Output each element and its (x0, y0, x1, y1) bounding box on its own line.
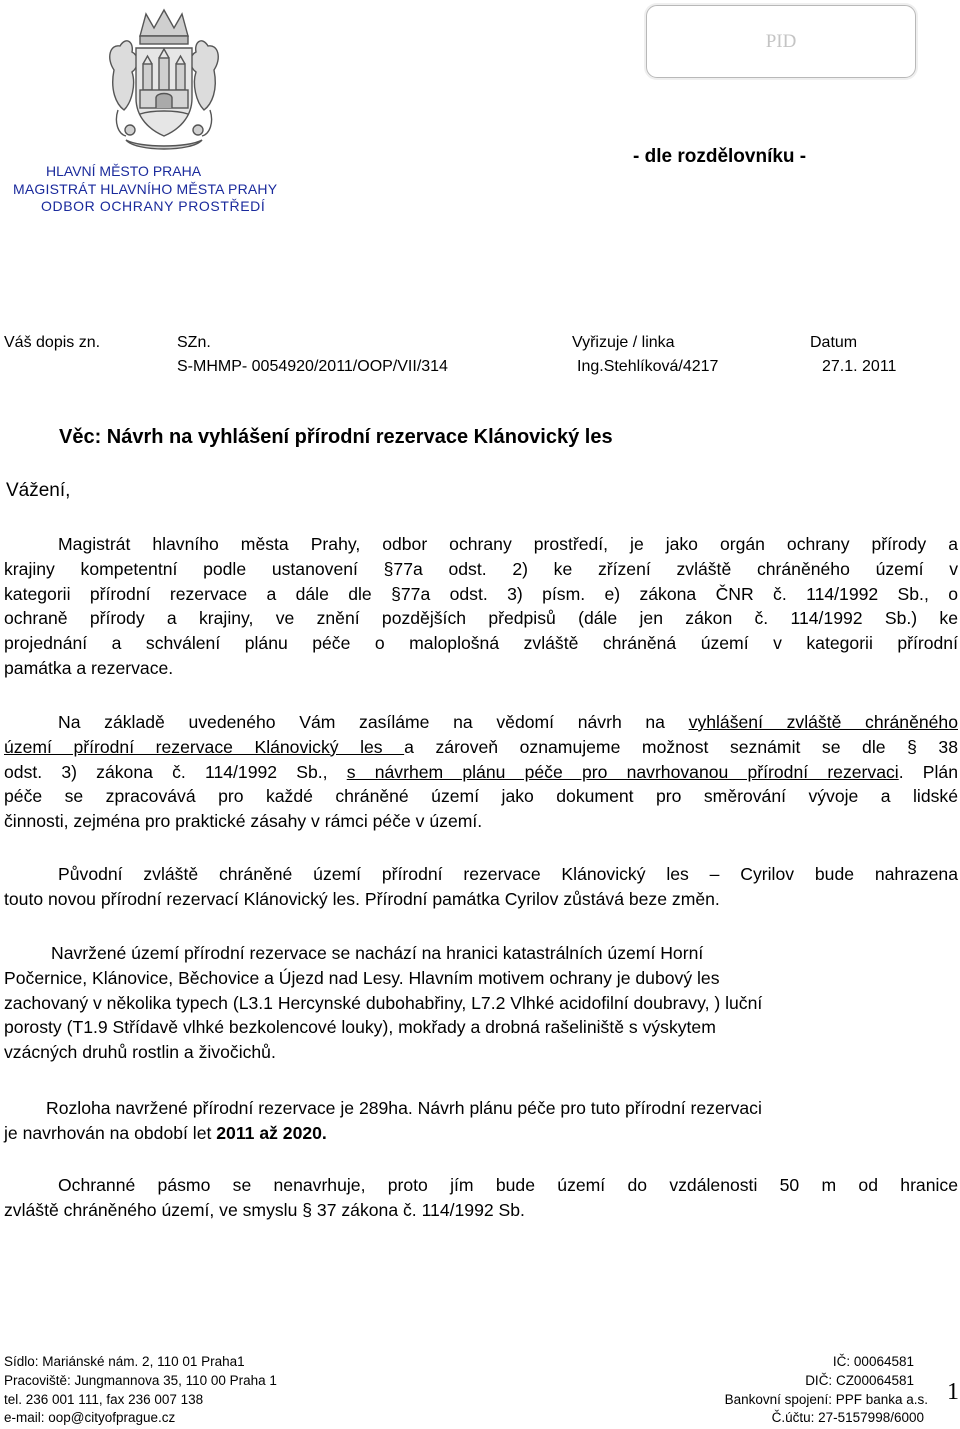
date-value: 27.1. 2011 (822, 358, 897, 375)
paragraph-6-line: zvláště chráněného území, ve smyslu § 37 zákona č. 114/1992 Sb. (4, 1199, 525, 1220)
care-plan-link-text: s návrhem plánu péče pro navrhovanou přírodní rezervaci (346, 761, 899, 782)
org-city-name: HLAVNÍ MĚSTO PRAHA (46, 163, 202, 179)
paragraph-2 (4, 710, 958, 834)
paragraph-2-text: Na základě uvedeného Vám zasíláme na vědomí návrh na (58, 712, 689, 732)
paragraph-5-line (4, 1121, 958, 1146)
paragraph-2-line (4, 735, 958, 760)
paragraph-2-text: a zároveň oznamujeme možnost seznámit se dle § 38 (404, 736, 958, 757)
paragraph-4-line: Počernice, Klánovice, Běchovice a Újezd nad Lesy. Hlavním motivem ochrany je dubový les (4, 967, 720, 988)
paragraph-1-line: Magistrát hlavního města Prahy, odbor ochrany prostředí, je jako orgán ochrany přírody a (58, 534, 958, 554)
handled-by-value: Ing.Stehlíková/4217 (577, 358, 719, 375)
paragraph-2-text: . Plán (898, 761, 958, 782)
plan-period: 2011 až 2020. (216, 1122, 327, 1143)
org-magistrate-name: MAGISTRÁT HLAVNÍHO MĚSTA PRAHY (13, 181, 278, 197)
paragraph-2-line: péče se zpracovává pro každé chráněné území jako dokument pro směrování vývoje a lidské (4, 786, 958, 807)
date-label: Datum (810, 334, 858, 351)
org-department-name: ODBOR OCHRANY PROSTŘEDÍ (41, 198, 266, 214)
paragraph-1-line: kategorii přírodní rezervace a dále dle §77a odst. 3) písm. e) zákona ČNR č. 114/1992 Sb., o (4, 583, 958, 604)
paragraph-3 (4, 862, 958, 912)
prague-coat-of-arms-icon (96, 6, 232, 156)
paragraph-6-line: Ochranné pásmo se nenavrhuje, proto jím bude území do vzdálenosti 50 m od hranice (58, 1175, 958, 1195)
paragraph-5 (4, 1096, 958, 1146)
paragraph-4-line: porosty (T1.9 Střídavě vlhké bezkolencové louky), mokřady a drobná rašeliniště s výskytem (4, 1017, 716, 1038)
paragraph-4 (4, 941, 904, 1065)
distribution-note: - dle rozdělovníku - (633, 146, 807, 167)
footer-ic: IČ: 00064581 (832, 1354, 914, 1369)
paragraph-6 (4, 1173, 958, 1223)
footer-phone: tel. 236 001 111, fax 236 007 138 (4, 1392, 204, 1407)
paragraph-2-line: činnosti, zejména pro praktické zásahy v rámci péče v území. (4, 811, 483, 832)
footer-office: Pracoviště: Jungmannova 35, 110 00 Praha 1 (4, 1373, 277, 1388)
paragraph-4-line: zachovaný v několika typech (L3.1 Hercynské dubohabřiny, L7.2 Vlhké acidofilní doubravy, ) luční (4, 992, 763, 1013)
footer-dic: DIČ: CZ00064581 (805, 1373, 914, 1388)
paragraph-4-line: vzácných druhů rostlin a živočichů. (4, 1042, 276, 1063)
paragraph-3-line: Původní zvláště chráněné území přírodní rezervace Klánovický les – Cyrilov bude nahrazena (58, 864, 958, 884)
pid-stamp-box (646, 5, 916, 78)
footer-seat: Sídlo: Mariánské nám. 2, 110 01 Praha1 (4, 1354, 245, 1369)
paragraph-5-line: Rozloha navržené přírodní rezervace je 289ha. Návrh plánu péče pro tuto přírodní rezervaci (46, 1098, 762, 1118)
footer-bank: Bankovní spojení: PPF banka a.s. (724, 1392, 928, 1407)
paragraph-1 (4, 532, 958, 681)
paragraph-1-line: krajiny kompetentní podle ustanovení §77a odst. 2) ke zřízení zvláště chráněného území v (4, 558, 958, 579)
your-letter-label: Váš dopis zn. (4, 334, 101, 351)
letter-subject: Věc: Návrh na vyhlášení přírodní rezervace Klánovický les (59, 426, 613, 448)
pid-label: PID (765, 31, 797, 52)
szn-label: SZn. (177, 334, 211, 351)
footer-email[interactable]: e-mail: oop@cityofprague.cz (4, 1410, 176, 1425)
szn-value: S-MHMP- 0054920/2011/OOP/VII/314 (177, 358, 448, 375)
footer-account: Č.účtu: 27-5157998/6000 (771, 1410, 924, 1425)
paragraph-3-line: touto novou přírodní rezervací Klánovický les. Přírodní památka Cyrilov zůstává beze změn. (4, 888, 720, 909)
paragraph-2-text: odst. 3) zákona č. 114/1992 Sb., (4, 761, 347, 782)
paragraph-5-text: je navrhován na období let (4, 1122, 217, 1143)
proposal-link-text: vyhlášení zvláště chráněného (688, 712, 958, 732)
paragraph-1-line: památka a rezervace. (4, 657, 174, 678)
salutation: Vážení, (6, 480, 71, 501)
page-number: 1 (947, 1379, 959, 1405)
paragraph-1-line: ochraně přírody a krajiny, ve znění pozdějších předpisů (dále jen zákon č. 114/1992 Sb.) ke (4, 608, 958, 629)
paragraph-4-line: Navržené území přírodní rezervace se nachází na hranici katastrálních území Horní (51, 943, 704, 963)
paragraph-1-line: projednání a schválení plánu péče o maloplošná zvláště chráněná území v kategorii přírodní (4, 633, 958, 654)
proposal-link-text: území přírodní rezervace Klánovický les (4, 736, 405, 757)
paragraph-2-line (4, 760, 958, 785)
paragraph-2-line (4, 710, 958, 735)
handled-by-label: Vyřizuje / linka (572, 334, 675, 351)
